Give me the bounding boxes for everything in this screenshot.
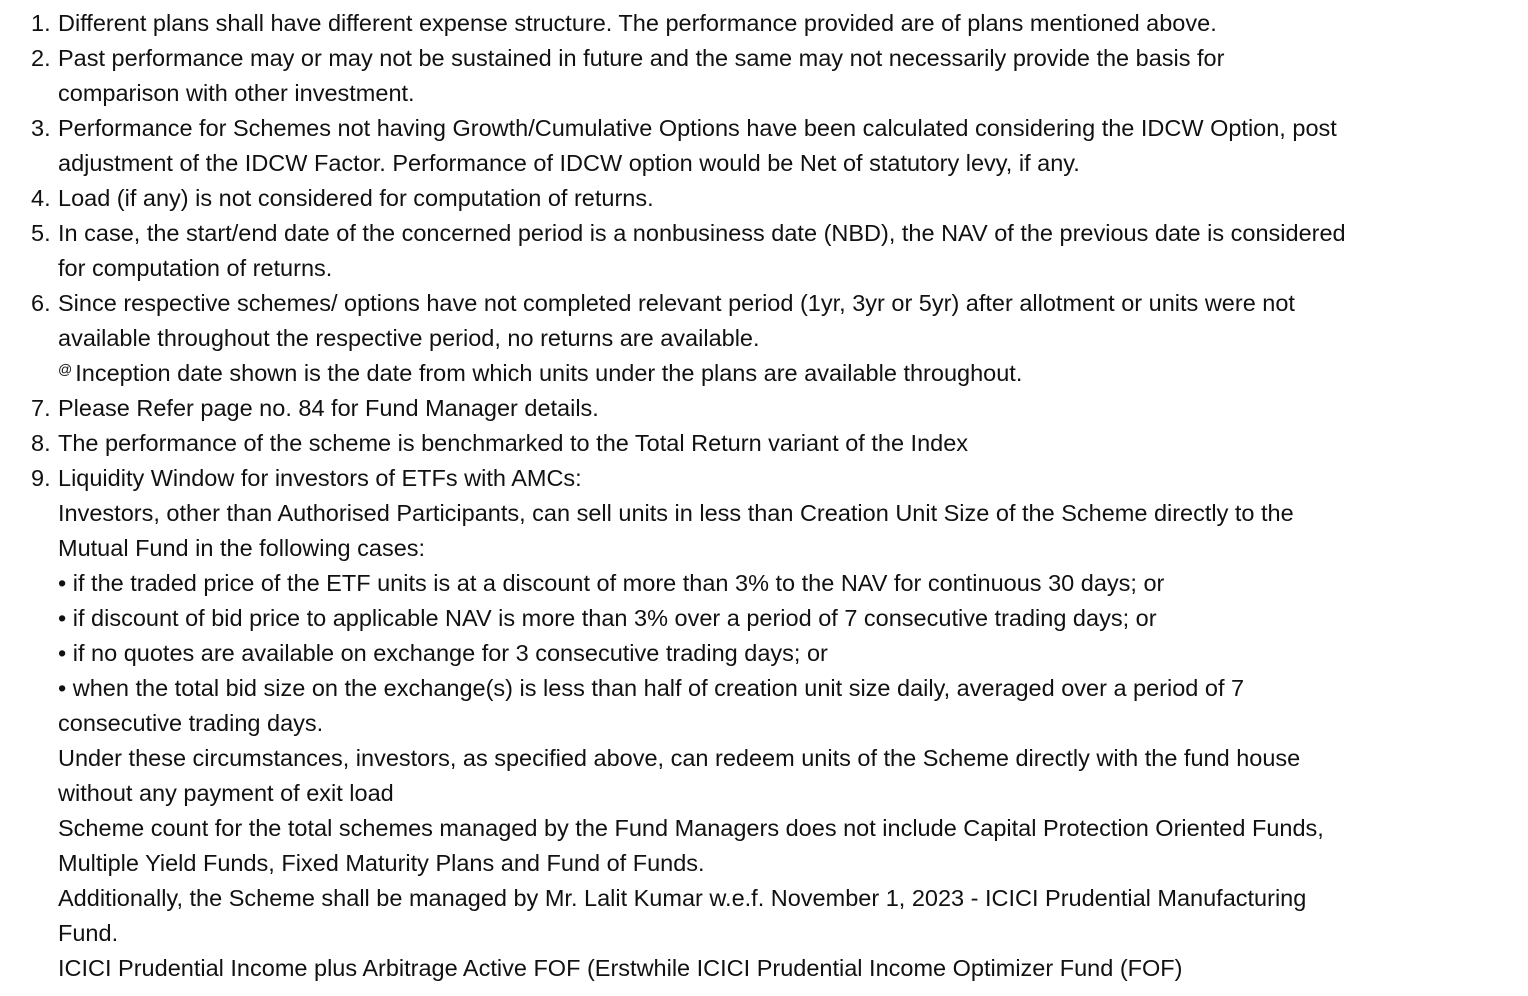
note-text: The performance of the scheme is benchmarked to the Total Return variant of the Index [58, 430, 969, 456]
note-text: available throughout the respective period, no returns are available. [58, 325, 760, 351]
note-text: • when the total bid size on the exchange(s) is less than half of creation unit size daily, averaged over a period of 7 [58, 675, 1245, 701]
notes-list [0, 6, 1528, 986]
note-8 [0, 426, 1528, 461]
note-text: Additionally, the Scheme shall be managed by Mr. Lalit Kumar w.e.f. November 1, 2023 - ICICI Prudential Manufacturing [58, 885, 1307, 911]
note-5 [0, 216, 1528, 251]
note-number: 7. [31, 395, 51, 421]
note-5-continuation [0, 251, 1528, 286]
note-3-continuation [0, 146, 1528, 181]
note-text: Different plans shall have different expense structure. The performance provided are of plans mentioned above. [58, 10, 1217, 36]
note-text: without any payment of exit load [58, 780, 394, 806]
note-number: 8. [31, 430, 51, 456]
note-text: Mutual Fund in the following cases: [58, 535, 426, 561]
note-2-continuation [0, 76, 1528, 111]
note-text: Multiple Yield Funds, Fixed Maturity Plans and Fund of Funds. [58, 850, 705, 876]
note-text: for computation of returns. [58, 255, 333, 281]
note-text: Since respective schemes/ options have not completed relevant period (1yr, 3yr or 5yr) after allotment or units were not [58, 290, 1295, 316]
note-number: 6. [31, 290, 51, 316]
note-9-line [0, 846, 1528, 881]
note-text: consecutive trading days. [58, 710, 324, 736]
note-6 [0, 286, 1528, 321]
note-number: 1. [31, 10, 51, 36]
bullet-item [0, 636, 1528, 671]
note-text: Liquidity Window for investors of ETFs with AMCs: [58, 465, 582, 491]
note-number: 5. [31, 220, 51, 246]
note-text: Investors, other than Authorised Participants, can sell units in less than Creation Unit Size of the Scheme directly to the [58, 500, 1294, 526]
note-text: • if discount of bid price to applicable NAV is more than 3% over a period of 7 consecutive trading days; or [58, 605, 1157, 631]
note-9-line [0, 881, 1528, 916]
note-6-continuation [0, 321, 1528, 356]
note-9-line [0, 811, 1528, 846]
note-text: comparison with other investment. [58, 80, 415, 106]
note-9-line [0, 916, 1528, 951]
note-text: Load (if any) is not considered for computation of returns. [58, 185, 654, 211]
note-text: Under these circumstances, investors, as specified above, can redeem units of the Scheme directly with the fund house [58, 745, 1301, 771]
note-text: In case, the start/end date of the concerned period is a nonbusiness date (NBD), the NAV of the previous date is considered [58, 220, 1346, 246]
note-text: Fund. [58, 920, 119, 946]
footnote-symbol: @ [58, 361, 73, 377]
note-3 [0, 111, 1528, 146]
note-9-line [0, 531, 1528, 566]
note-7 [0, 391, 1528, 426]
note-9-line [0, 951, 1528, 986]
bullet-item [0, 566, 1528, 601]
note-4 [0, 181, 1528, 216]
note-number: 9. [31, 465, 51, 491]
note-6-footnote [0, 356, 1528, 391]
note-number: 3. [31, 115, 51, 141]
note-text: ICICI Prudential Income plus Arbitrage Active FOF (Erstwhile ICICI Prudential Income Optimizer Fund (FOF) [58, 955, 1183, 981]
note-1 [0, 6, 1528, 41]
bullet-item [0, 671, 1528, 706]
note-9-line [0, 741, 1528, 776]
note-9-line [0, 496, 1528, 531]
note-text: • if the traded price of the ETF units is at a discount of more than 3% to the NAV for continuous 30 days; or [58, 570, 1165, 596]
note-9-line [0, 776, 1528, 811]
note-text: Performance for Schemes not having Growth/Cumulative Options have been calculated considering the IDCW Option, post [58, 115, 1337, 141]
note-text: Past performance may or may not be sustained in future and the same may not necessarily provide the basis for [58, 45, 1225, 71]
note-text: adjustment of the IDCW Factor. Performance of IDCW option would be Net of statutory levy, if any. [58, 150, 1080, 176]
footnote-text: Inception date shown is the date from which units under the plans are available throughout. [75, 360, 1023, 386]
note-9 [0, 461, 1528, 496]
note-text: Scheme count for the total schemes managed by the Fund Managers does not include Capital Protection Oriented Funds, [58, 815, 1324, 841]
note-9-line [0, 706, 1528, 741]
bullet-item [0, 601, 1528, 636]
note-text: Please Refer page no. 84 for Fund Manager details. [58, 395, 599, 421]
note-number: 2. [31, 45, 51, 71]
note-number: 4. [31, 185, 51, 211]
note-2 [0, 41, 1528, 76]
note-text: • if no quotes are available on exchange for 3 consecutive trading days; or [58, 640, 828, 666]
